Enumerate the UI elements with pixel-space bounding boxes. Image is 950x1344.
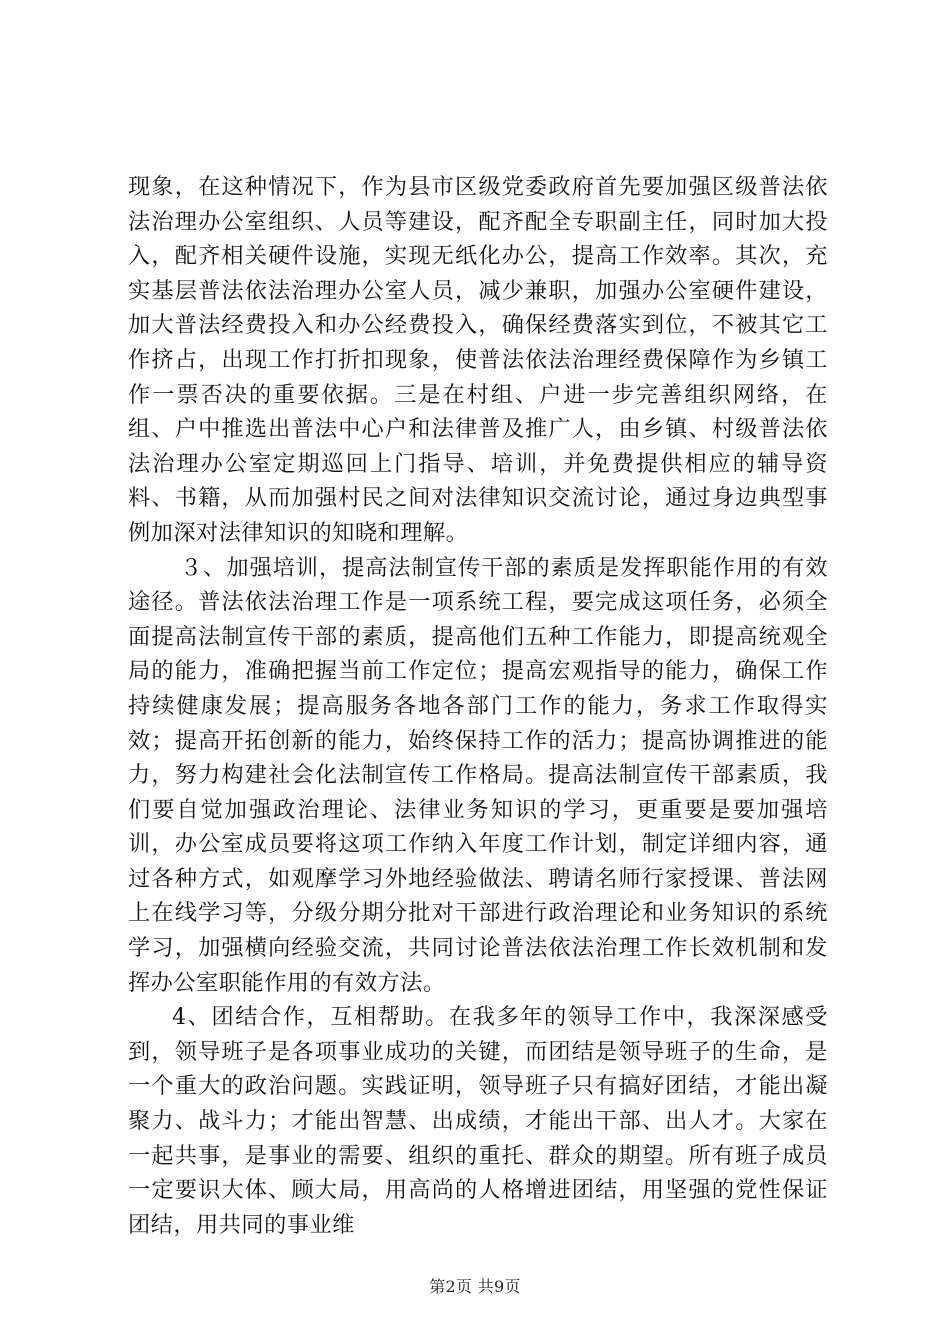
document-body [128, 170, 828, 1242]
paragraph-unity: 4、团结合作，互相帮助。在我多年的领导工作中，我深深感受到，领导班子是各项事业成功的关键，而团结是领导班子的生命，是一个重大的政治问题。实践证明，领导班子只有搞好团结，才能出凝聚力、战斗力；才能出智慧、出成绩，才能出干部、出人才。大家在一起共事，是事业的需要、组织的重托、群众的期望。所有班子成员一定要识大体、顾大局，用高尚的人格增进团结，用坚强的党性保证团结，用共同的事业维 [128, 1004, 828, 1238]
paragraph-training: ３、加强培训，提高法制宣传干部的素质是发挥职能作用的有效途径。普法依法治理工作是一项系统工程，要完成这项任务，必须全面提高法制宣传干部的素质，提高他们五种工作能力，即提高统观全局的能力，准确把握当前工作定位；提高宏观指导的能力，确保工作持续健康发展；提高服务各地各部门工作的能力，务求工作取得实效；提高开拓创新的能力，始终保持工作的活力；提高协调推进的能力，努力构建社会化法制宣传工作格局。提高法制宣传干部素质，我们要自觉加强政治理论、法律业务知识的学习，更重要是要加强培训，办公室成员要将这项工作纳入年度工作计划，制定详细内容，通过各种方式，如观摩学习外地经验做法、聘请名师行家授课、普法网上在线学习等，分级分期分批对干部进行政治理论和业务知识的系统学习，加强横向经验交流，共同讨论普法依法治理工作长效机制和发挥办公室职能作用的有效方法。 [128, 554, 828, 996]
paragraph-continued: 现象，在这种情况下，作为县市区级党委政府首先要加强区级普法依法治理办公室组织、人员等建设，配齐配全专职副主任，同时加大投入，配齐相关硬件设施，实现无纸化办公，提高工作效率。其次，充实基层普法依法治理办公室人员，减少兼职，加强办公室硬件建设，加大普法经费投入和办公经费投入，确保经费落实到位，不被其它工作挤占，出现工作打折扣现象，使普法依法治理经费保障作为乡镇工作一票否决的重要依据。三是在村组、户进一步完善组织网络，在组、户中推选出普法中心户和法律普及推广人，由乡镇、村级普法依法治理办公室定期巡回上门指导、培训，并免费提供相应的辅导资料、书籍，从而加强村民之间对法律知识交流讨论，通过身边典型事例加深对法律知识的知晓和理解。 [128, 174, 828, 546]
page-footer: 第2页 共9页 [429, 1277, 521, 1296]
